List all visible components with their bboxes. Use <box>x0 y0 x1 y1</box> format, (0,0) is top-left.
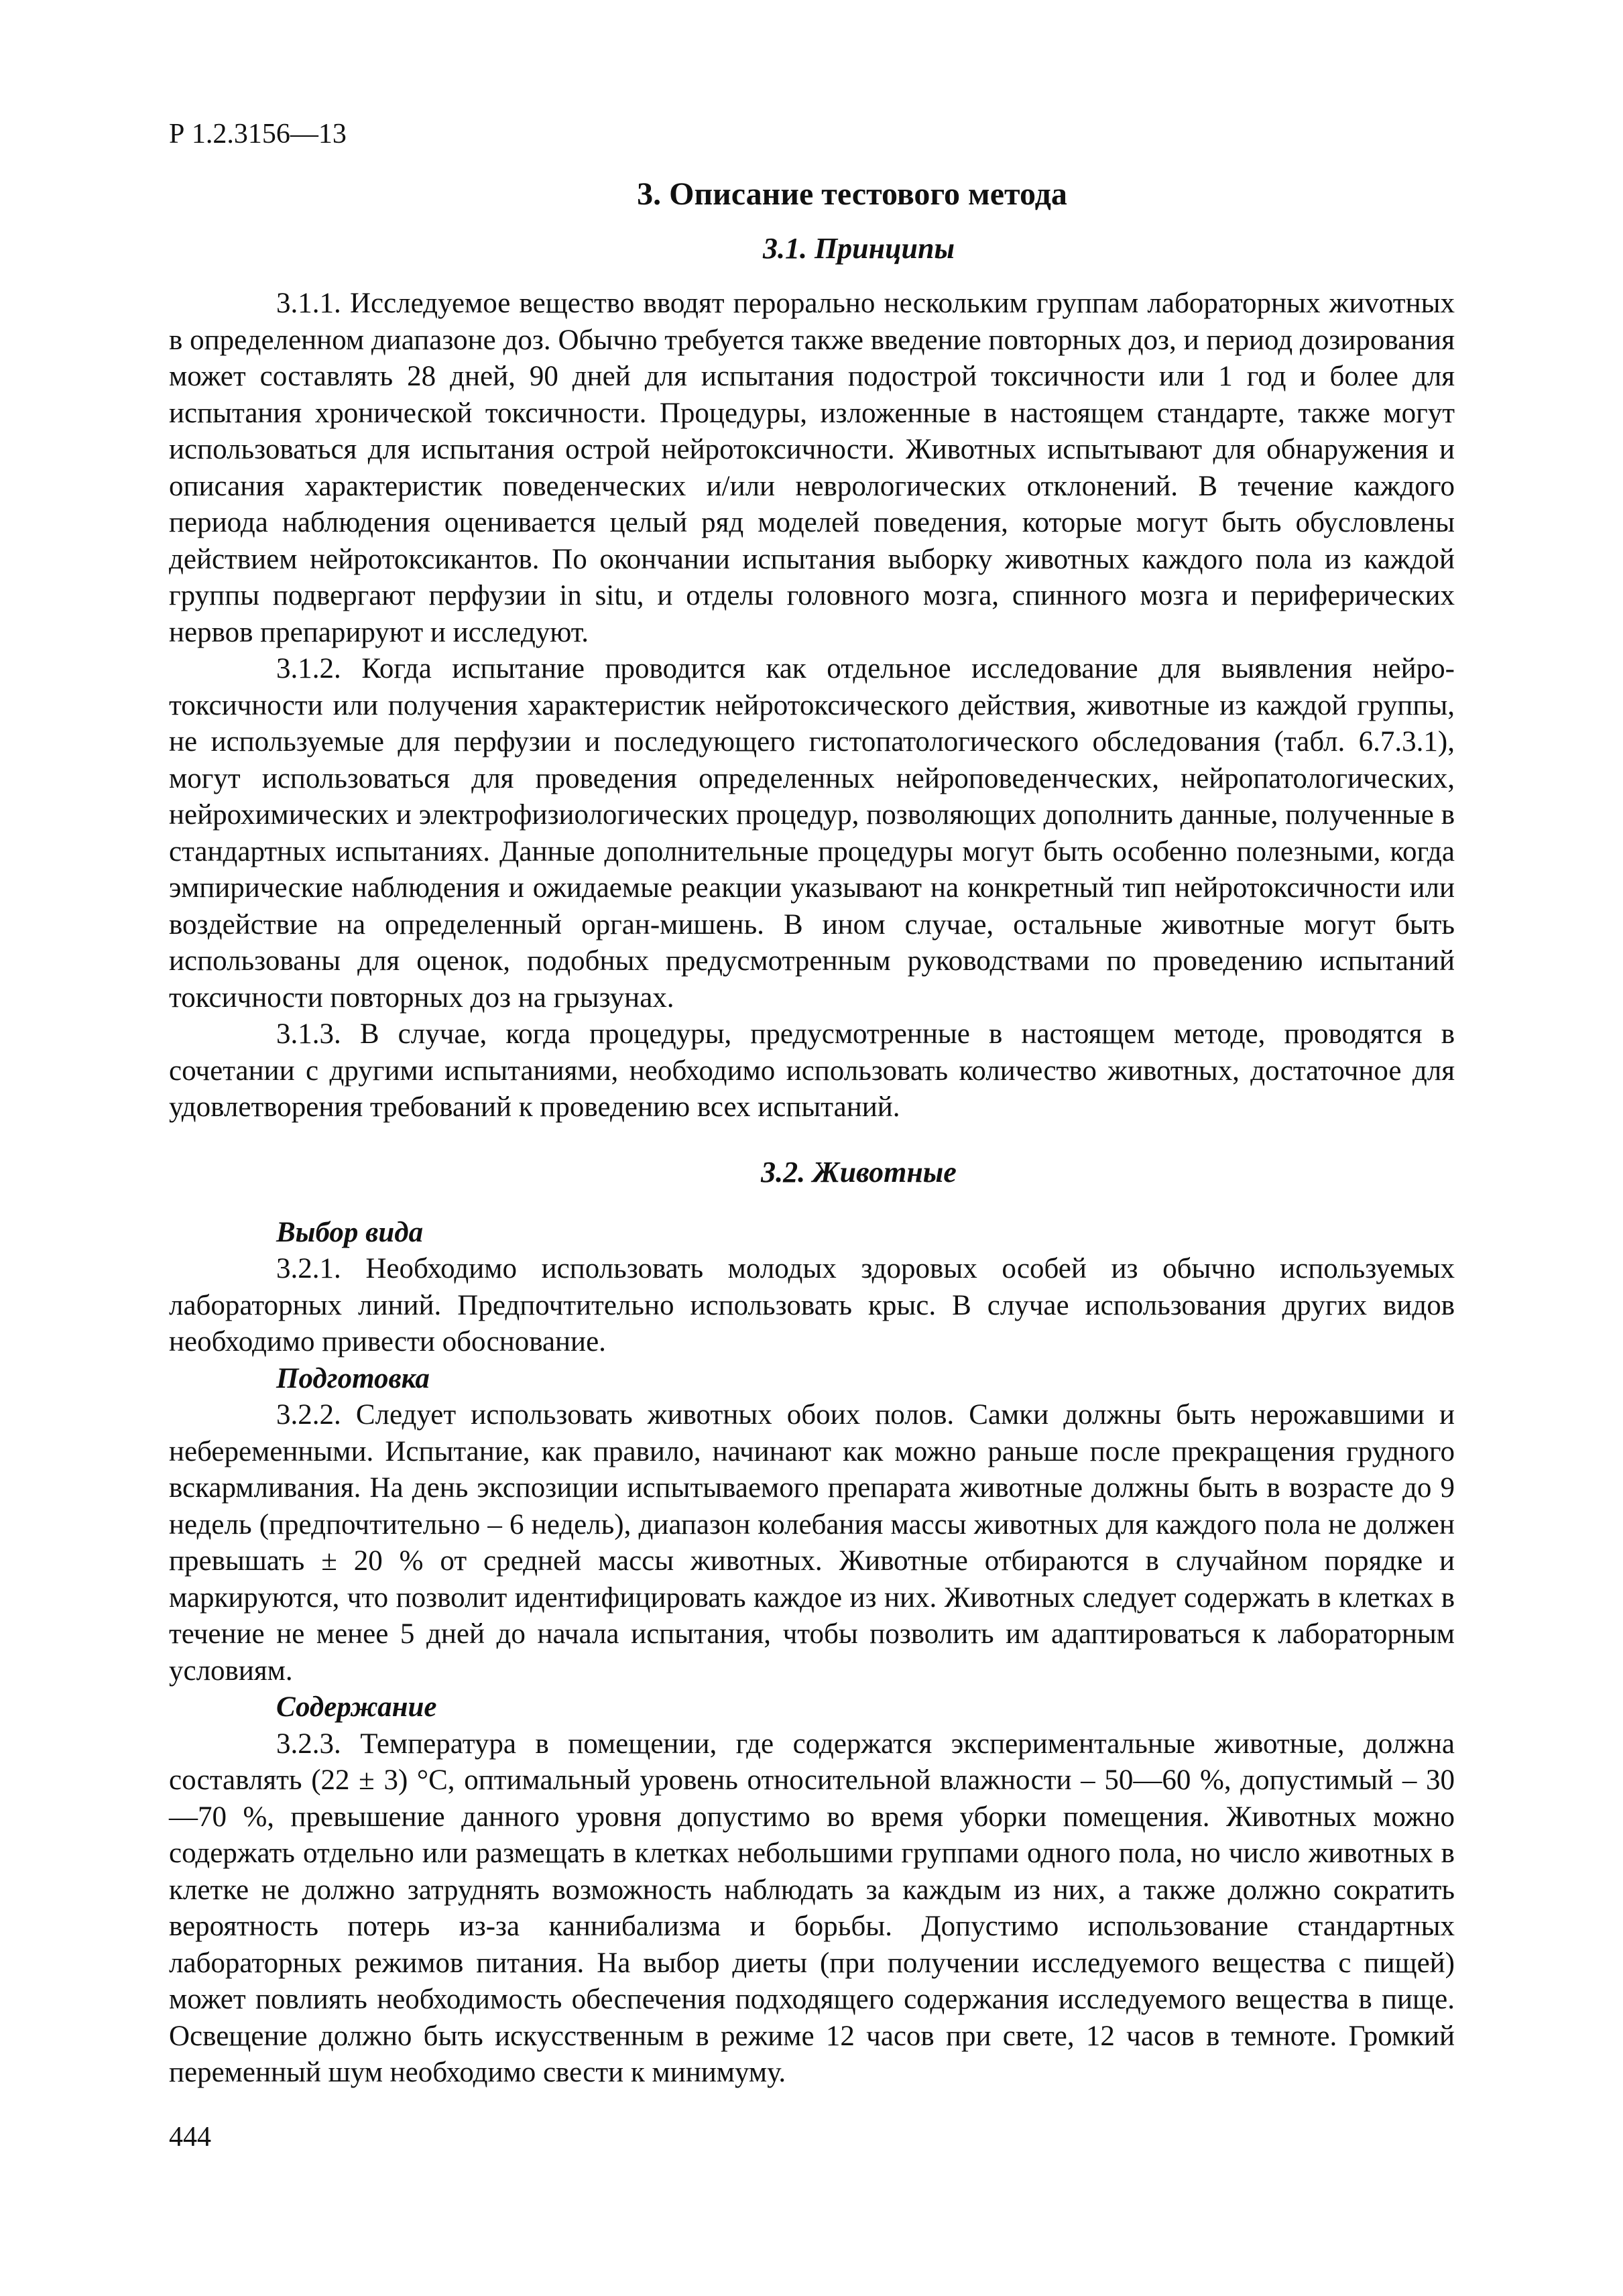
paragraph-3-1-2: 3.1.2. Когда испытание проводится как отдельное исследование для выявления нейротоксичности или получения характеристик нейротоксического действия, животные из каждой группы, не используемые для перфузии и последующего гистопатологического обследования (табл. 6.7.3.1), могут использоваться для проведения определенных нейроповеденческих, нейропатологических, нейрохимических и электрофизиологических процедур, позволяющих дополнить данные, полученные в стандартных испытаниях. Данные дополнительные процедуры могут быть особенно полезными, когда эмпирические наблюдения и ожидаемые реакции указывают на конкретный тип нейротоксичности или воздействие на определенный орган-мишень. В ином случае, остальные животные могут быть использованы для оценок, подобных предусмотренным руководствами по проведению испытаний токсичности повторных доз на грызунах. <box>169 653 1455 1014</box>
page-number: 444 <box>169 2122 211 2153</box>
paragraph-3-2-2: 3.2.2. Следует использовать животных обоих полов. Самки должны быть нерожавшими и небеременными. Испытание, как правило, начинают как можно раньше после прекращения грудного вскармливания. На день экспозиции испытываемого препарата животные должны быть в возрасте до 9 недель (предпочтительно – 6 недель), диапазон колебания массы животных для каждого пола не должен превышать ± 20 % от средней массы животных. Животные отбираются в случайном порядке и маркируются, что позволит идентифицировать каждое из них. Животных следует содержать в клетках в течение не менее 5 дней до начала испытания, чтобы позволить им адаптироваться к лабораторным условиям. <box>169 1399 1455 1687</box>
paragraph-3-1-3: 3.1.3. В случае, когда процедуры, предусмотренные в настоящем методе, проводятся в сочетании с другими испытаниями, необходимо использовать количество животных, достаточное для удовлетворения требований к проведению всех испытаний. <box>169 1018 1455 1123</box>
paragraph-3-2-3: 3.2.3. Температура в помещении, где содержатся экспериментальные животные, должна составлять (22 ± 3) °С, оптимальный уровень относительной влажности – 50—60 %, допустимый – 30—70 %, превышение данного уровня допустимо во время уборки помещения. Животных можно содержать отдельно или размещать в клетках небольшими группами одного пола, но число животных в клетке не должно затруднять возможность наблюдать за каждым из них, а также должно сократить вероятность потерь из-за каннибализма и борьбы. Допустимо использование стандартных лабораторных режимов питания. На выбор диеты (при получении исследуемого вещества с пищей) может повлиять необходимость обеспечения подходящего содержания исследуемого вещества в пище. Освещение должно быть искусственным в режиме 12 часов при свете, 12 часов в темноте. Громкий переменный шум необходимо свести к минимуму. <box>169 1728 1455 2088</box>
subheading-housing: Содержание <box>276 1691 437 1723</box>
paragraph-3-2-1: 3.2.1. Необходимо использовать молодых здоровых особей из обычно используемых лабораторных линий. Предпочтительно использовать крыс. В случае использования других видов необходимо привести обоснование. <box>169 1253 1455 1357</box>
subsection-title-principles: 3.1. Принципы <box>762 232 955 265</box>
subsection-title-animals: 3.2. Животные <box>761 1155 957 1189</box>
paragraph-3-1-1: 3.1.1. Исследуемое вещество вводят перорально нескольким группам лабораторных жиvотных в определенном диапазоне доз. Обычно требуется также введение повторных доз, и период дозирования может составлять 28 дней, 90 дней для испытания подострой токсичности или 1 год и более для испытания хронической токсичности. Процедуры, изложенные в настоящем стандарте, также могут использоваться для испытания острой нейротоксичности. Животных испытывают для обнаружения и описания характеристик поведенческих и/или неврологических отклонений. В течение каждого периода наблюдения оценивается целый ряд моделей поведения, которые могут быть обусловлены действием нейротоксикантов. По окончании испытания выборку животных каждого пола из каждой группы подвергают перфузии in situ, и отделы головного мозга, спинного мозга и периферических нервов препарируют и исследуют. <box>169 288 1455 648</box>
subheading-preparation: Подготовка <box>276 1362 430 1394</box>
section-title: 3. Описание тестового метода <box>637 176 1067 212</box>
page-content <box>169 173 1455 2092</box>
subheading-species-selection: Выбор вида <box>276 1216 424 1248</box>
document-code: Р 1.2.3156—13 <box>169 119 347 149</box>
